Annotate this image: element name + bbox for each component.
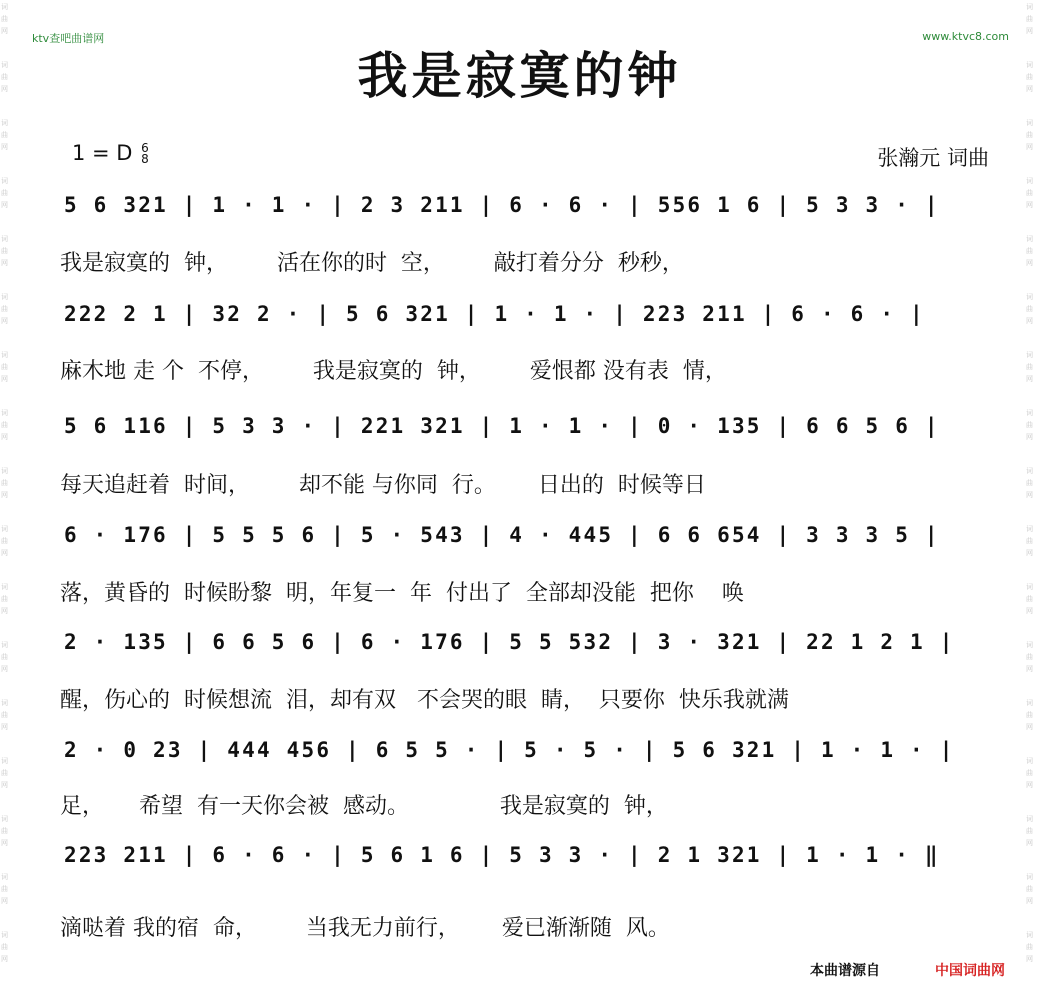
source-site-right[interactable]: www.ktvc8.com <box>922 30 1009 43</box>
notation-line <box>60 738 980 774</box>
watermark-glyph: 词 <box>1026 641 1033 649</box>
watermark-glyph: 曲 <box>1026 15 1033 23</box>
watermark-glyph: 网 <box>1 607 8 615</box>
watermark-glyph: 曲 <box>1026 189 1033 197</box>
watermark-glyph: 曲 <box>1026 827 1033 835</box>
watermark-glyph: 词 <box>1026 235 1033 243</box>
watermark-glyph: 词 <box>1026 815 1033 823</box>
watermark-glyph: 网 <box>1 781 8 789</box>
watermark-glyph: 曲 <box>1 769 8 777</box>
left-watermark-strip <box>0 0 14 1004</box>
lyric-line: 我是寂寞的 钟， 活在你的时 空， 敲打着分分 秒秒， <box>60 251 684 276</box>
watermark-glyph: 网 <box>1026 723 1033 731</box>
watermark-glyph: 网 <box>1 955 8 963</box>
watermark-glyph: 曲 <box>1 537 8 545</box>
watermark-glyph: 曲 <box>1 653 8 661</box>
watermark-glyph: 网 <box>1026 955 1033 963</box>
watermark-glyph: 网 <box>1 259 8 267</box>
watermark-glyph: 词 <box>1 583 8 591</box>
watermark-glyph: 曲 <box>1026 73 1033 81</box>
watermark-glyph: 网 <box>1 433 8 441</box>
watermark-glyph: 网 <box>1 491 8 499</box>
watermark-glyph: 词 <box>1 873 8 881</box>
watermark-glyph: 网 <box>1026 375 1033 383</box>
footer-brand-link[interactable]: 中国词曲网 <box>935 963 1005 979</box>
watermark-glyph: 网 <box>1026 201 1033 209</box>
watermark-glyph: 网 <box>1 665 8 673</box>
watermark-glyph: 词 <box>1026 467 1033 475</box>
watermark-glyph: 曲 <box>1 247 8 255</box>
watermark-glyph: 曲 <box>1 421 8 429</box>
lyric-line: 麻木地 走 个 不停， 我是寂寞的 钟， 爱恨都 没有表 情， <box>60 359 727 384</box>
footer-source-label: 本曲谱源自 <box>810 963 880 979</box>
notation-line <box>60 302 980 338</box>
watermark-glyph: 曲 <box>1026 943 1033 951</box>
watermark-glyph: 曲 <box>1026 595 1033 603</box>
key-signature <box>72 141 149 165</box>
lyric-line: 每天追赶着 时间， 却不能 与你同 行。 日出的 时候等日 <box>60 473 706 498</box>
watermark-glyph: 词 <box>1 467 8 475</box>
notation-text: 222 2 1 | 32 2 · | 5 6 321 | 1 · 1 · | 223 211 | 6 · 6 · | <box>64 302 925 326</box>
watermark-glyph: 网 <box>1026 143 1033 151</box>
lyric-line: 落，黄昏的 时候盼黎 明，年复一 年 付出了 全部却没能 把你 唤 <box>60 581 744 606</box>
lyric-line: 滴哒着 我的宿 命， 当我无力前行， 爱已渐渐随 风。 <box>60 916 670 941</box>
watermark-glyph: 网 <box>1026 781 1033 789</box>
notation-text: 2 · 135 | 6 6 5 6 | 6 · 176 | 5 5 532 | 3 · 321 | 22 1 2 1 | <box>64 630 955 654</box>
watermark-glyph: 曲 <box>1 595 8 603</box>
watermark-glyph: 曲 <box>1026 885 1033 893</box>
notation-line <box>60 193 980 229</box>
watermark-glyph: 网 <box>1026 491 1033 499</box>
watermark-glyph: 词 <box>1 351 8 359</box>
notation-line <box>60 523 980 559</box>
watermark-glyph: 曲 <box>1 711 8 719</box>
watermark-glyph: 网 <box>1 85 8 93</box>
watermark-glyph: 曲 <box>1026 537 1033 545</box>
watermark-glyph: 网 <box>1 27 8 35</box>
watermark-glyph: 词 <box>1 293 8 301</box>
notation-text: 5 6 116 | 5 3 3 · | 221 321 | 1 · 1 · | 0 · 135 | 6 6 5 6 | <box>64 414 940 438</box>
watermark-glyph: 网 <box>1 375 8 383</box>
watermark-glyph: 词 <box>1 409 8 417</box>
notation-line <box>60 843 980 879</box>
watermark-glyph: 曲 <box>1 73 8 81</box>
watermark-glyph: 网 <box>1026 897 1033 905</box>
watermark-glyph: 词 <box>1026 3 1033 11</box>
watermark-glyph: 词 <box>1 641 8 649</box>
key-text: 1 = D <box>72 141 133 165</box>
watermark-glyph: 曲 <box>1 827 8 835</box>
watermark-glyph: 词 <box>1 61 8 69</box>
watermark-glyph: 网 <box>1026 317 1033 325</box>
watermark-glyph: 词 <box>1026 61 1033 69</box>
watermark-glyph: 词 <box>1026 873 1033 881</box>
watermark-glyph: 网 <box>1 317 8 325</box>
watermark-glyph: 词 <box>1 757 8 765</box>
watermark-glyph: 词 <box>1026 931 1033 939</box>
watermark-glyph: 词 <box>1 3 8 11</box>
watermark-glyph: 曲 <box>1 479 8 487</box>
watermark-glyph: 网 <box>1 723 8 731</box>
watermark-glyph: 词 <box>1026 119 1033 127</box>
watermark-glyph: 词 <box>1026 525 1033 533</box>
watermark-glyph: 曲 <box>1026 479 1033 487</box>
watermark-glyph: 词 <box>1 815 8 823</box>
watermark-glyph: 曲 <box>1026 421 1033 429</box>
notation-text: 2 · 0 23 | 444 456 | 6 5 5 · | 5 · 5 · | 5 6 321 | 1 · 1 · | <box>64 738 955 762</box>
lyric-line: 醒，伤心的 时候想流 泪，却有双 不会哭的眼 睛， 只要你 快乐我就满 <box>60 688 789 713</box>
watermark-glyph: 网 <box>1026 665 1033 673</box>
watermark-glyph: 词 <box>1026 351 1033 359</box>
watermark-glyph: 网 <box>1026 433 1033 441</box>
watermark-glyph: 曲 <box>1 885 8 893</box>
watermark-glyph: 网 <box>1026 27 1033 35</box>
watermark-glyph: 网 <box>1 549 8 557</box>
watermark-glyph: 曲 <box>1026 247 1033 255</box>
watermark-glyph: 词 <box>1026 583 1033 591</box>
watermark-glyph: 曲 <box>1 305 8 313</box>
notation-text: 6 · 176 | 5 5 5 6 | 5 · 543 | 4 · 445 | 6 6 654 | 3 3 3 5 | <box>64 523 940 547</box>
watermark-glyph: 词 <box>1 525 8 533</box>
right-watermark-strip <box>1025 0 1039 1004</box>
watermark-glyph: 网 <box>1 897 8 905</box>
meter-bottom: 8 <box>141 152 149 166</box>
watermark-glyph: 网 <box>1 143 8 151</box>
watermark-glyph: 曲 <box>1 189 8 197</box>
watermark-glyph: 词 <box>1 931 8 939</box>
notation-text: 5 6 321 | 1 · 1 · | 2 3 211 | 6 · 6 · | 556 1 6 | 5 3 3 · | <box>64 193 940 217</box>
meter-top: 6 <box>141 141 149 155</box>
watermark-glyph: 词 <box>1 177 8 185</box>
watermark-glyph: 词 <box>1026 177 1033 185</box>
watermark-glyph: 网 <box>1026 607 1033 615</box>
watermark-glyph: 词 <box>1026 293 1033 301</box>
watermark-glyph: 曲 <box>1026 653 1033 661</box>
lyric-line: 足， 希望 有一天你会被 感动。 我是寂寞的 钟， <box>60 794 668 819</box>
watermark-glyph: 网 <box>1026 85 1033 93</box>
watermark-glyph: 曲 <box>1 131 8 139</box>
watermark-glyph: 网 <box>1026 549 1033 557</box>
notation-line <box>60 414 980 450</box>
watermark-glyph: 词 <box>1 119 8 127</box>
watermark-glyph: 曲 <box>1026 769 1033 777</box>
watermark-glyph: 网 <box>1 839 8 847</box>
watermark-glyph: 曲 <box>1 15 8 23</box>
author-credit: 张瀚元 词曲 <box>877 146 989 170</box>
notation-text: 223 211 | 6 · 6 · | 5 6 1 6 | 5 3 3 · | 2 1 321 | 1 · 1 · ‖ <box>64 843 940 867</box>
watermark-glyph: 曲 <box>1026 363 1033 371</box>
watermark-glyph: 词 <box>1026 757 1033 765</box>
watermark-glyph: 网 <box>1 201 8 209</box>
notation-line <box>60 630 980 666</box>
watermark-glyph: 曲 <box>1 363 8 371</box>
watermark-glyph: 词 <box>1026 409 1033 417</box>
time-signature <box>141 143 149 165</box>
watermark-glyph: 词 <box>1026 699 1033 707</box>
watermark-glyph: 网 <box>1026 259 1033 267</box>
watermark-glyph: 曲 <box>1026 305 1033 313</box>
watermark-glyph: 曲 <box>1026 711 1033 719</box>
source-site-left[interactable]: ktv查吧曲谱网 <box>32 32 105 45</box>
watermark-glyph: 曲 <box>1 943 8 951</box>
song-title: 我是寂寞的钟 <box>357 47 682 105</box>
watermark-glyph: 网 <box>1026 839 1033 847</box>
watermark-glyph: 词 <box>1 699 8 707</box>
watermark-glyph: 词 <box>1 235 8 243</box>
watermark-glyph: 曲 <box>1026 131 1033 139</box>
